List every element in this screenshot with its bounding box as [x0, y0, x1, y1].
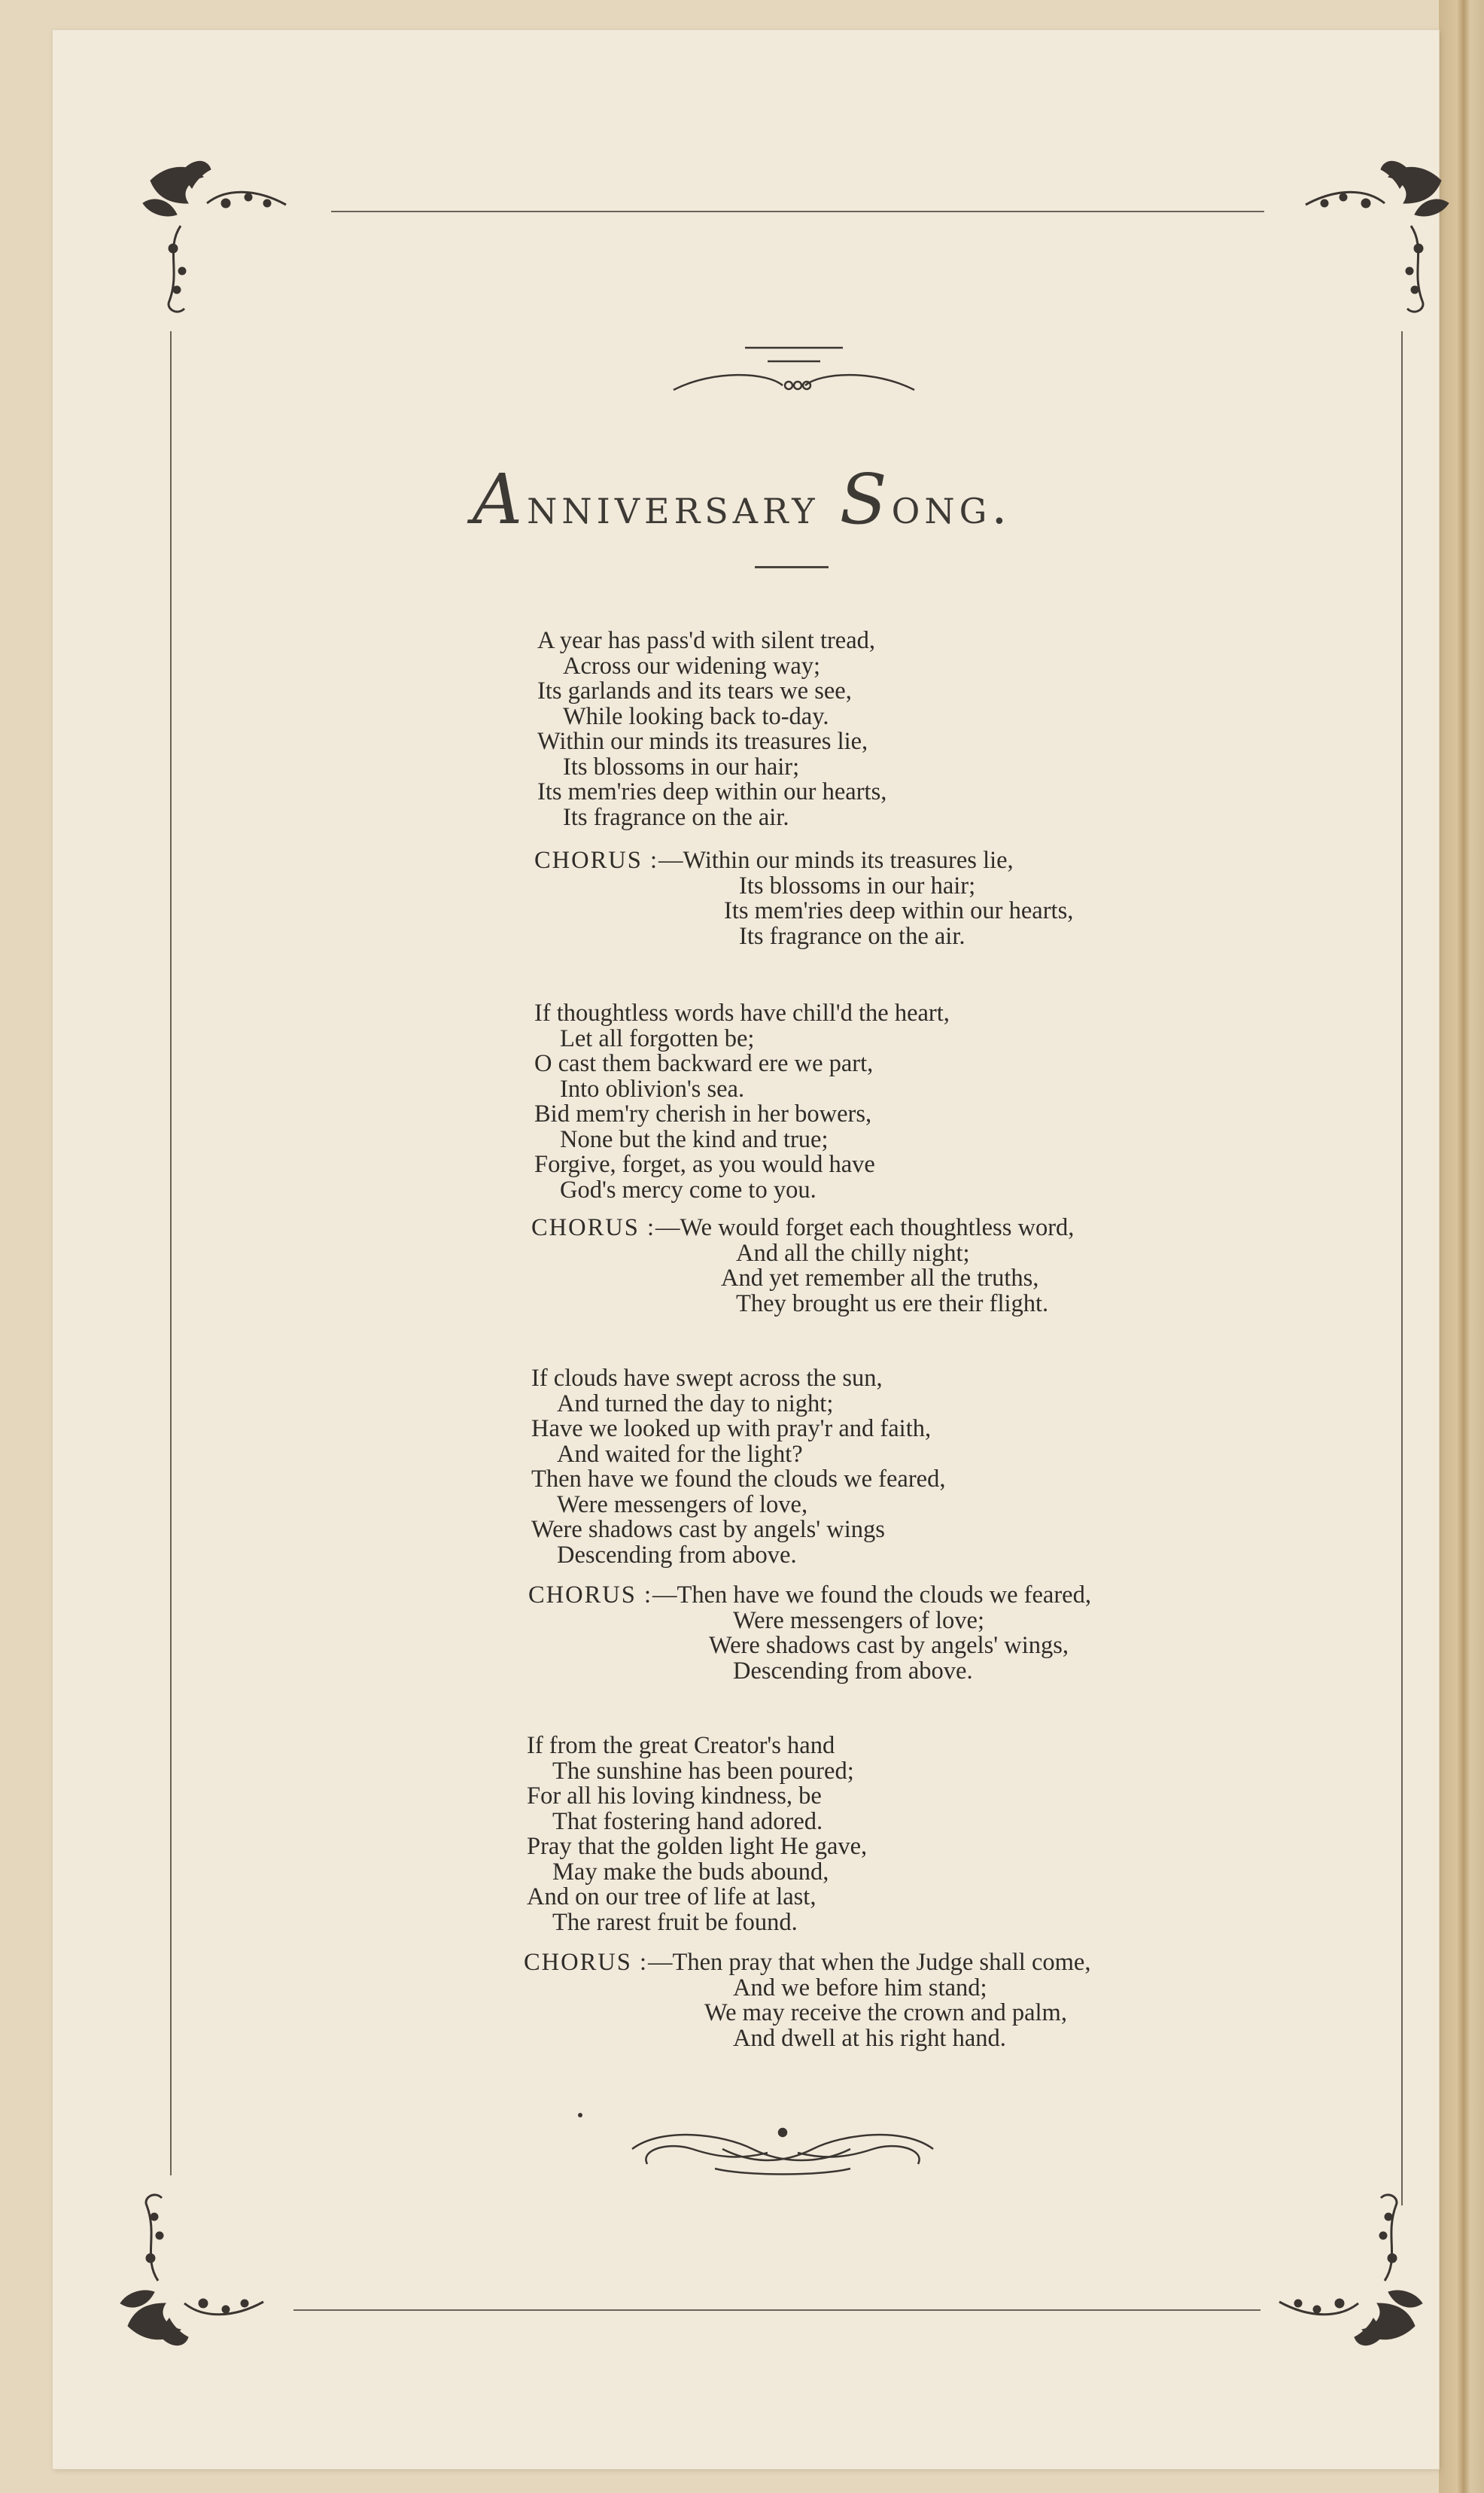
- verse-line: Its fragrance on the air.: [563, 803, 789, 831]
- bottom-border-rule: [293, 2309, 1260, 2311]
- chorus-line: Its mem'ries deep within our hearts,: [724, 897, 1074, 924]
- corner-ornament-top-left: [135, 158, 316, 339]
- verse-line: Were shadows cast by angels' wings: [531, 1516, 885, 1543]
- verse-line: Have we looked up with pray'r and faith,: [531, 1415, 932, 1442]
- verse-line: And on our tree of life at last,: [527, 1883, 817, 1910]
- verse-line: Were messengers of love,: [557, 1490, 808, 1518]
- verse-line: Into oblivion's sea.: [560, 1075, 745, 1103]
- verse-line: If thoughtless words have chill'd the heart,: [534, 1000, 950, 1027]
- chorus-line: Its fragrance on the air.: [739, 922, 966, 950]
- verse-line: A year has pass'd with silent tread,: [537, 627, 876, 654]
- corner-ornament-bottom-left: [113, 2168, 293, 2348]
- chorus-line: And yet remember all the truths,: [721, 1265, 1039, 1292]
- corner-ornament-bottom-right: [1249, 2168, 1430, 2348]
- header-flourish: [670, 339, 918, 399]
- verse-line: And waited for the light?: [557, 1440, 803, 1468]
- verse-line: Then have we found the clouds we feared,: [531, 1466, 946, 1493]
- page-edge: [1439, 0, 1484, 2493]
- chorus-line: —Within our minds its treasures lie,: [658, 847, 1014, 874]
- chorus-label: CHORUS :: [524, 1949, 648, 1976]
- chorus-line: —Then pray that when the Judge shall come,: [648, 1949, 1091, 1976]
- right-border-rule: [1401, 331, 1403, 2205]
- title-word-2: ong.: [891, 477, 1012, 535]
- footer-flourish: [625, 2119, 941, 2179]
- chorus-line: —We would forget each thoughtless word,: [655, 1214, 1075, 1241]
- chorus-line: Descending from above.: [733, 1657, 973, 1685]
- verse-line: If clouds have swept across the sun,: [531, 1365, 883, 1392]
- chorus-label: CHORUS :: [534, 847, 658, 874]
- chorus-label: CHORUS :: [528, 1581, 652, 1609]
- chorus-label: CHORUS :: [531, 1214, 655, 1241]
- chorus-2: [531, 1216, 1074, 1317]
- verse-line: God's mercy come to you.: [560, 1176, 817, 1204]
- title-underline: [755, 566, 829, 568]
- chorus-line: And dwell at his right hand.: [733, 2024, 1006, 2052]
- verse-line: Its garlands and its tears we see,: [537, 677, 852, 705]
- chorus-line: And we before him stand;: [733, 1974, 987, 2001]
- verse-line: The sunshine has been poured;: [552, 1757, 854, 1785]
- verse-line: Bid mem'ry cherish in her bowers,: [534, 1100, 872, 1128]
- title-initial-a: A: [472, 459, 528, 540]
- verse-line: Across our widening way;: [563, 652, 821, 680]
- chorus-line: Were shadows cast by angels' wings,: [709, 1632, 1069, 1659]
- stanza-2: [534, 1001, 950, 1203]
- chorus-line: They brought us ere their flight.: [736, 1289, 1049, 1317]
- stanza-3: [531, 1366, 945, 1568]
- verse-line: Let all forgotten be;: [560, 1024, 755, 1052]
- chorus-line: Were messengers of love;: [733, 1606, 984, 1634]
- verse-line: While looking back to-day.: [563, 702, 829, 730]
- verse-line: That fostering hand adored.: [552, 1807, 823, 1835]
- verse-line: Within our minds its treasures lie,: [537, 728, 868, 755]
- verse-line: None but the kind and true;: [560, 1125, 829, 1153]
- verse-line: O cast them backward ere we part,: [534, 1050, 874, 1077]
- chorus-line: Its blossoms in our hair;: [739, 872, 976, 899]
- verse-line: And turned the day to night;: [557, 1390, 834, 1417]
- verse-line: The rarest fruit be found.: [552, 1908, 798, 1936]
- verse-line: Its blossoms in our hair;: [563, 753, 800, 781]
- verse-line: Forgive, forget, as you would have: [534, 1151, 875, 1178]
- chorus-line: And all the chilly night;: [736, 1239, 970, 1267]
- verse-line: May make the buds abound,: [552, 1858, 829, 1886]
- corner-ornament-top-right: [1276, 158, 1456, 339]
- verse-line: Descending from above.: [557, 1541, 797, 1569]
- left-border-rule: [170, 331, 172, 2175]
- chorus-1: [534, 848, 1073, 949]
- stanza-4: [527, 1734, 867, 1935]
- ink-speck: [578, 2113, 582, 2117]
- verse-line: If from the great Creator's hand: [527, 1732, 835, 1759]
- chorus-line: —Then have we found the clouds we feared,: [652, 1581, 1091, 1609]
- chorus-line: We may receive the crown and palm,: [704, 1999, 1067, 2026]
- chorus-3: [528, 1583, 1091, 1684]
- title-initial-s: S: [839, 459, 892, 540]
- chorus-4: [524, 1950, 1090, 2051]
- top-border-rule: [331, 211, 1264, 212]
- verse-line: Its mem'ries deep within our hearts,: [537, 778, 887, 805]
- verse-line: Pray that the golden light He gave,: [527, 1833, 868, 1860]
- verse-line: For all his loving kindness, be: [527, 1782, 822, 1810]
- stanza-1: [537, 629, 886, 830]
- song-title: [0, 459, 1484, 540]
- title-word-1: nniversary: [527, 477, 820, 535]
